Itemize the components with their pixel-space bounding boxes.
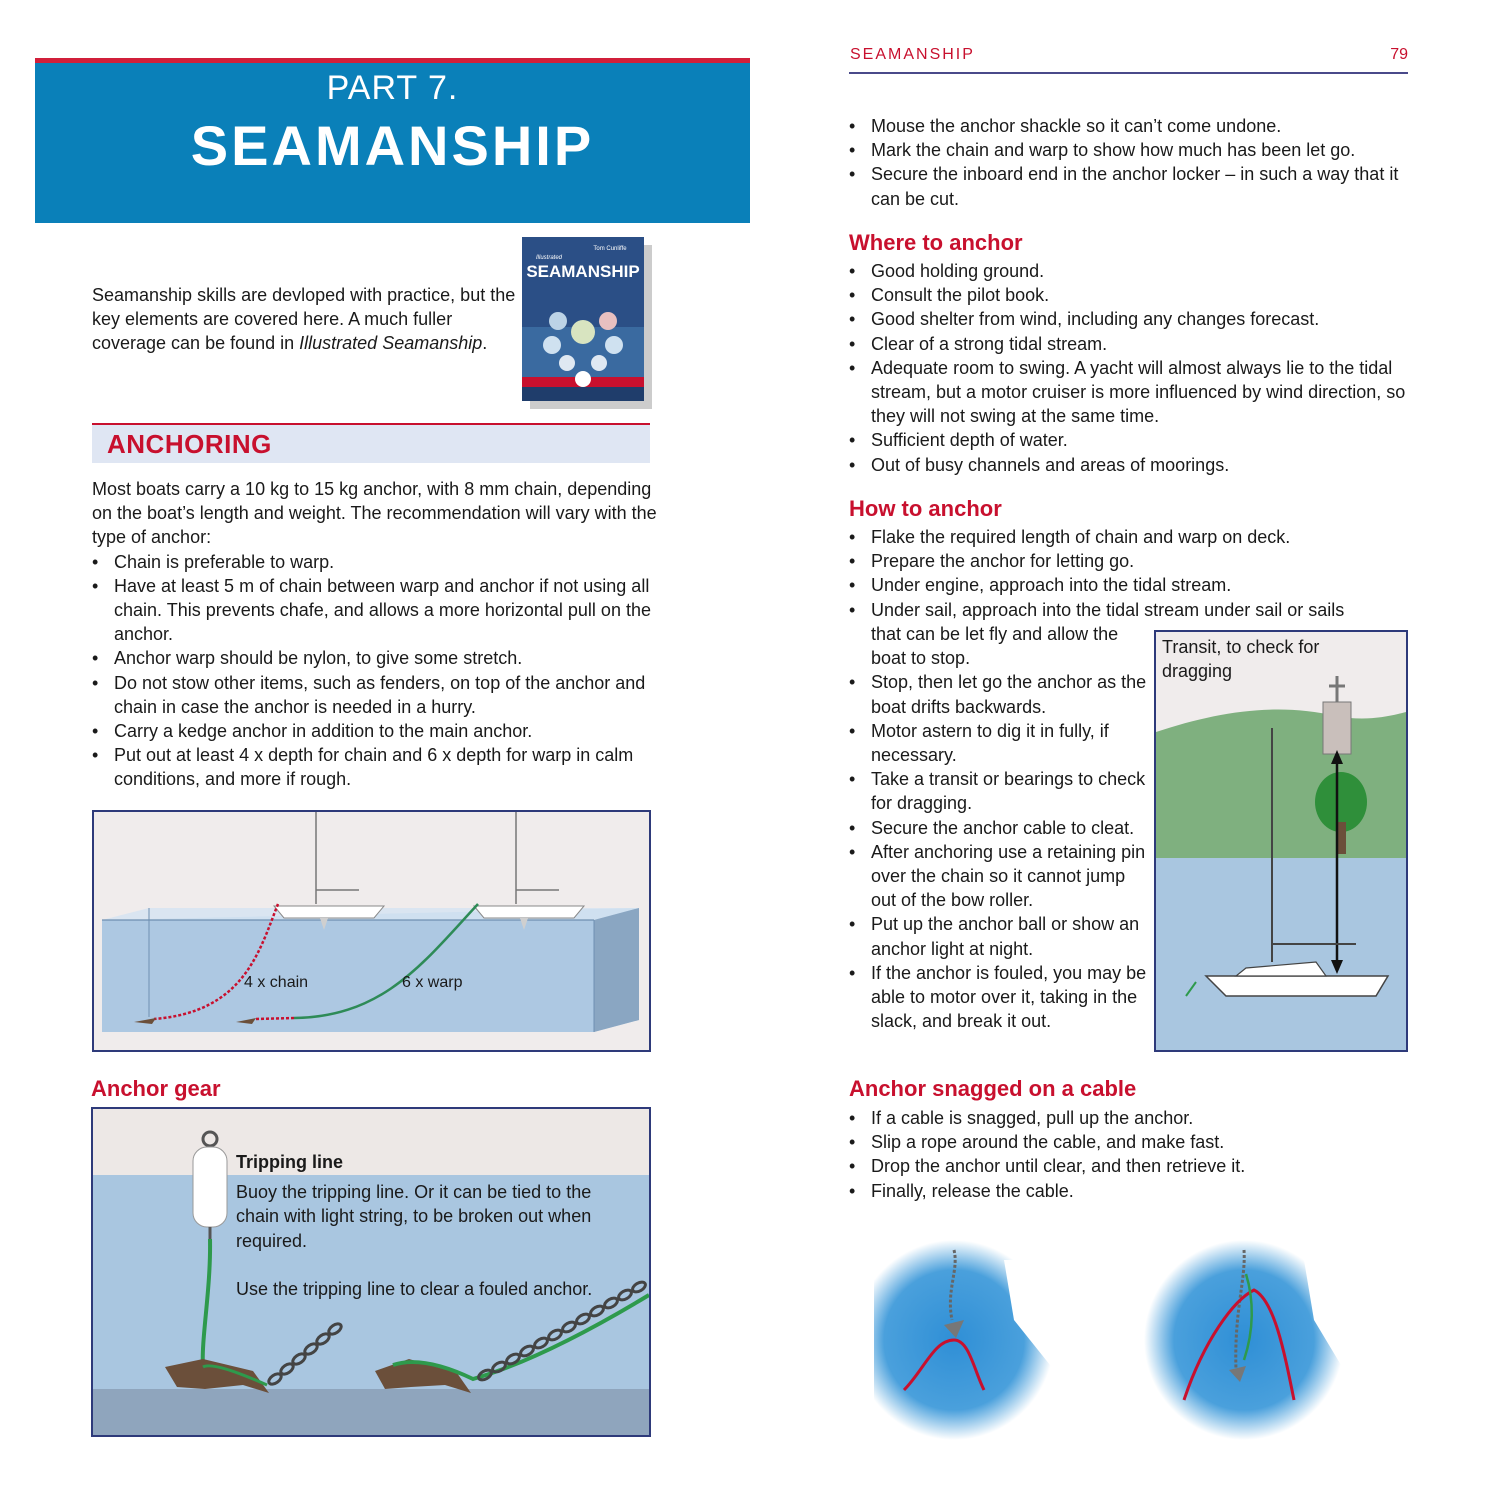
tripping-line-paragraph: Buoy the tripping line. Or it can be tied to the chain with light string, to be broken out when required. xyxy=(236,1182,592,1251)
intro-text: Seamanship skills are devloped with practice, but the key elements are covered here. A much fuller coverage can be found in xyxy=(92,285,516,354)
transit-caption: Transit, to check for dragging xyxy=(1162,637,1320,681)
tripping-line-title: Tripping line xyxy=(236,1152,343,1172)
warp-scope-label: 6 x warp xyxy=(402,974,463,991)
how-to-anchor-bullets-continued xyxy=(849,622,1149,1033)
list-item: • Adequate room to swing. A yacht will almost always lie to the tidal stream, but a motor cruiser is more influenced by wind direction, so they will not swing at the same time. xyxy=(849,356,1409,429)
list-item: • Under sail, approach into the tidal stream under sail or sails xyxy=(849,598,1409,622)
transit-figure xyxy=(1154,630,1408,1052)
anchor-gear-heading: Anchor gear xyxy=(91,1076,221,1101)
list-item: • Secure the inboard end in the anchor locker – in such a way that it can be cut. xyxy=(849,162,1409,210)
how-to-anchor-heading: How to anchor xyxy=(849,496,1002,521)
transit-illustration xyxy=(1156,632,1406,1050)
list-item: • Secure the anchor cable to cleat. xyxy=(849,816,1149,840)
anchoring-heading: ANCHORING xyxy=(107,429,272,459)
list-item: • Good holding ground. xyxy=(849,259,1409,283)
part-label: PART 7. xyxy=(326,69,459,107)
anchoring-bullets xyxy=(92,550,657,792)
list-item: • Motor astern to dig it in fully, if necessary. xyxy=(849,719,1149,767)
list-item: • If a cable is snagged, pull up the anchor. xyxy=(849,1106,1409,1130)
anchor-snagged-bullets xyxy=(849,1106,1409,1203)
list-item: • After anchoring use a retaining pin over the chain so it cannot jump out of the bow roller. xyxy=(849,840,1149,913)
list-item: • Out of busy channels and areas of moorings. xyxy=(849,453,1409,477)
list-item: • Good shelter from wind, including any changes forecast. xyxy=(849,307,1409,331)
intro-book-title: Illustrated Seamanship xyxy=(299,333,483,354)
list-item-continuation: that can be let fly and allow the boat to stop. xyxy=(871,624,1119,669)
part-title: SEAMANSHIP xyxy=(190,114,595,177)
how-to-anchor-bullets xyxy=(849,525,1409,622)
list-item: • Drop the anchor until clear, and then retrieve it. xyxy=(849,1154,1409,1178)
list-item: • Slip a rope around the cable, and make fast. xyxy=(849,1130,1409,1154)
intro-text-end: . xyxy=(482,333,488,354)
tripping-line-note: Use the tripping line to clear a fouled anchor. xyxy=(236,1278,593,1299)
scope-illustration xyxy=(94,812,649,1050)
tripping-line-text xyxy=(236,1150,631,1301)
running-header-title: SEAMANSHIP xyxy=(850,46,975,63)
list-item: • Anchor warp should be nylon, to give some stretch. xyxy=(92,646,657,670)
where-to-anchor-heading: Where to anchor xyxy=(849,230,1023,255)
part-title-banner xyxy=(35,63,750,223)
list-item: • Mark the chain and warp to show how much has been let go. xyxy=(849,138,1409,162)
list-item: • Have at least 5 m of chain between warp and anchor if not using all chain. This prevents chafe, and allows a more horizontal pull on the anchor. xyxy=(92,574,657,647)
list-item: • Prepare the anchor for letting go. xyxy=(849,549,1409,573)
list-item: • Carry a kedge anchor in addition to the main anchor. xyxy=(92,719,657,743)
page-number: 79 xyxy=(1390,46,1408,63)
list-item: • Put up the anchor ball or show an anchor light at night. xyxy=(849,912,1149,960)
intro-paragraph xyxy=(92,283,517,356)
anchoring-section xyxy=(92,477,657,792)
list-item: • Do not stow other items, such as fenders, on top of the anchor and chain in case the anchor is needed in a hurry. xyxy=(92,671,657,719)
book-cover-title: SEAMANSHIP xyxy=(526,262,640,281)
scope-figure xyxy=(92,810,651,1052)
list-item: • Consult the pilot book. xyxy=(849,283,1409,307)
book-cover-image xyxy=(522,237,652,409)
list-item: • Put out at least 4 x depth for chain and 6 x depth for warp in calm conditions, and more if rough. xyxy=(92,743,657,791)
anchor-snagged-heading: Anchor snagged on a cable xyxy=(849,1076,1137,1101)
snagged-cable-illustration xyxy=(874,1230,1344,1460)
chain-scope-label: 4 x chain xyxy=(244,974,309,991)
anchoring-paragraph: Most boats carry a 10 kg to 15 kg anchor, with 8 mm chain, depending on the boat’s length and weight. The recommendation will vary with the type of anchor: xyxy=(92,479,657,548)
header-rule xyxy=(849,72,1408,74)
list-item: • Under engine, approach into the tidal stream. xyxy=(849,573,1409,597)
list-item: • Finally, release the cable. xyxy=(849,1179,1409,1203)
list-item: • Chain is preferable to warp. xyxy=(92,550,657,574)
book-cover-subtitle: Illustrated xyxy=(536,255,563,261)
list-item: • Stop, then let go the anchor as the boat drifts backwards. xyxy=(849,670,1149,718)
anchoring-heading-bar xyxy=(92,423,650,463)
where-to-anchor-bullets xyxy=(849,259,1409,477)
book-cover-author: Tom Cunliffe xyxy=(593,246,627,252)
list-item: • Sufficient depth of water. xyxy=(849,428,1409,452)
list-item: • Take a transit or bearings to check for dragging. xyxy=(849,767,1149,815)
list-item: • Flake the required length of chain and warp on deck. xyxy=(849,525,1409,549)
list-item: • Clear of a strong tidal stream. xyxy=(849,332,1409,356)
anchor-prep-bullets xyxy=(849,114,1409,211)
list-item: • Mouse the anchor shackle so it can’t come undone. xyxy=(849,114,1409,138)
list-item: • If the anchor is fouled, you may be able to motor over it, taking in the slack, and break it out. xyxy=(849,961,1149,1034)
